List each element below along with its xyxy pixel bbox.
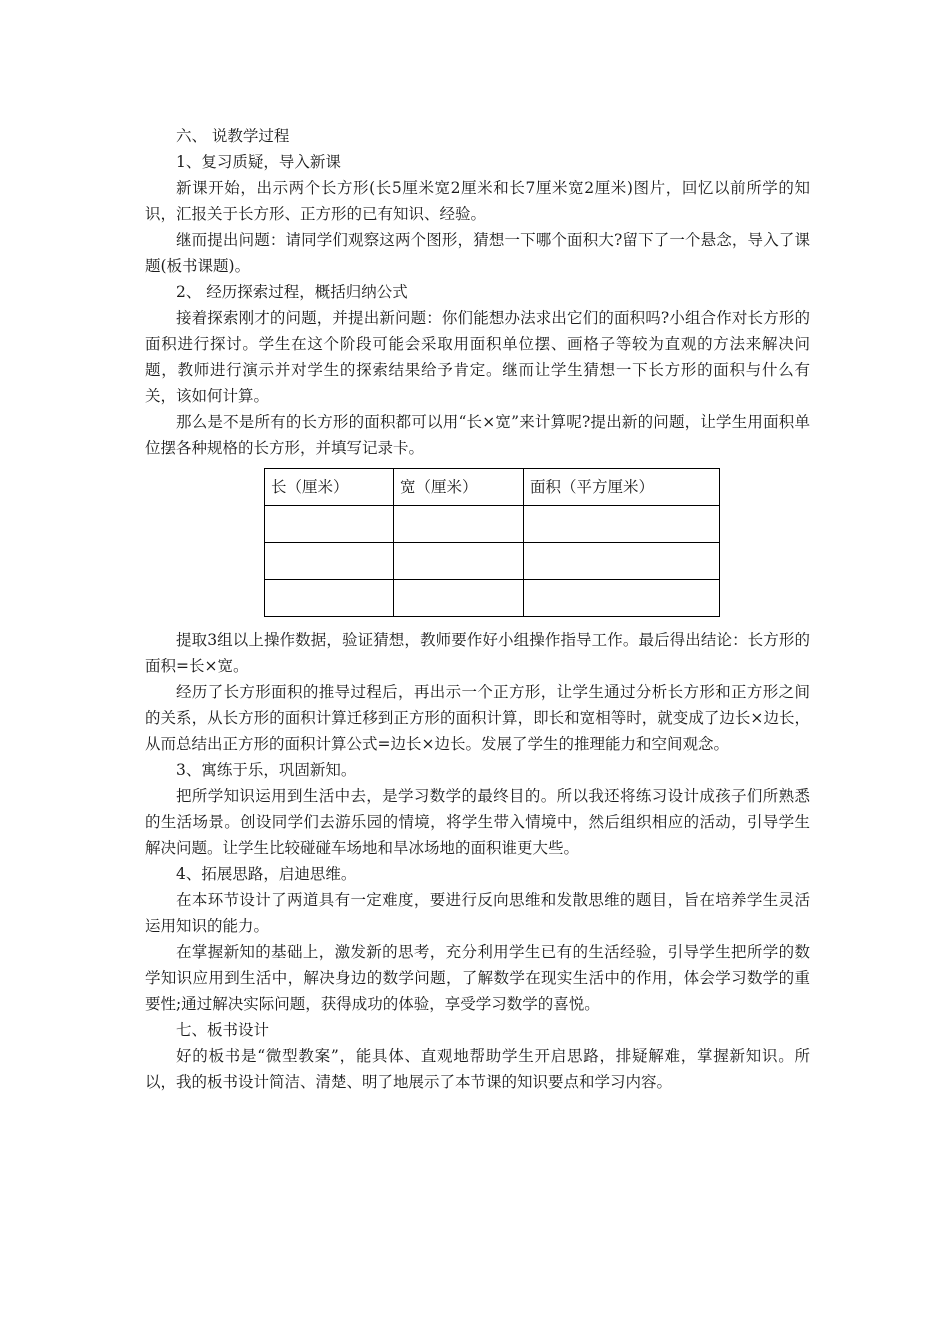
section-heading-teaching-process: 六、 说教学过程 [176,127,290,145]
table-cell [265,580,394,617]
step-heading-extend: 4、拓展思路，启迪思维。 [176,865,357,883]
table-cell [524,580,720,617]
step-heading-review: 1、复习质疑，导入新课 [176,153,341,171]
paragraph: 新课开始，出示两个长方形(长5厘米宽2厘米和长7厘米宽2厘米)图片，回忆以前所学的知识，汇报关于长方形、正方形的已有知识、经验。 [145,179,810,223]
paragraph: 那么是不是所有的长方形的面积都可以用“长×宽”来计算呢?提出新的问题，让学生用面积单位摆各种规格的长方形，并填写记录卡。 [145,413,810,457]
step-heading-practice: 3、寓练于乐，巩固新知。 [176,761,357,779]
column-header-length: 长（厘米） [265,469,394,506]
paragraph: 把所学知识运用到生活中去，是学习数学的最终目的。所以我还将练习设计成孩子们所熟悉的生活场景。创设同学们去游乐园的情境，将学生带入情境中，然后组织相应的活动，引导学生解决问题。让学生比较碰碰车场地和旱冰场地的面积谁更大些。 [145,787,810,857]
paragraph: 继而提出问题：请同学们观察这两个图形，猜想一下哪个面积大?留下了一个悬念，导入了课题(板书课题)。 [145,231,810,275]
paragraph: 提取3组以上操作数据，验证猜想，教师要作好小组操作指导工作。最后得出结论：长方形的面积=长×宽。 [145,631,810,675]
paragraph: 在掌握新知的基础上，激发新的思考，充分利用学生已有的生活经验，引导学生把所学的数学知识应用到生活中，解决身边的数学问题，了解数学在现实生活中的作用，体会学习数学的重要性;通过解决实际问题，获得成功的体验，享受学习数学的喜悦。 [145,943,810,1013]
table-cell [524,543,720,580]
table-cell [394,543,524,580]
document-body [145,123,810,1095]
step-heading-explore: 2、 经历探索过程，概括归纳公式 [176,283,408,301]
table-cell [265,543,394,580]
table-header-row [265,469,720,506]
record-card-table [264,468,720,617]
table-cell [394,580,524,617]
table-cell [394,506,524,543]
column-header-width: 宽（厘米） [394,469,524,506]
column-header-area: 面积（平方厘米） [524,469,720,506]
table-cell [524,506,720,543]
paragraph: 在本环节设计了两道具有一定难度，要进行反向思维和发散思维的题目，旨在培养学生灵活运用知识的能力。 [145,891,810,935]
table-row [265,580,720,617]
section-heading-board-design: 七、板书设计 [176,1021,270,1039]
paragraph: 接着探索刚才的问题，并提出新问题：你们能想办法求出它们的面积吗?小组合作对长方形的面积进行探讨。学生在这个阶段可能会采取用面积单位摆、画格子等较为直观的方法来解决问题，教师进行演示并对学生的探索结果给予肯定。继而让学生猜想一下长方形的面积与什么有关，该如何计算。 [145,309,810,405]
table-cell [265,506,394,543]
table-row [265,506,720,543]
table-row [265,543,720,580]
paragraph: 好的板书是“微型教案”，能具体、直观地帮助学生开启思路，排疑解难，掌握新知识。所以，我的板书设计简洁、清楚、明了地展示了本节课的知识要点和学习内容。 [145,1047,810,1091]
paragraph: 经历了长方形面积的推导过程后，再出示一个正方形，让学生通过分析长方形和正方形之间的关系，从长方形的面积计算迁移到正方形的面积计算，即长和宽相等时，就变成了边长×边长，从而总结出正方形的面积计算公式=边长×边长。发展了学生的推理能力和空间观念。 [145,683,810,753]
